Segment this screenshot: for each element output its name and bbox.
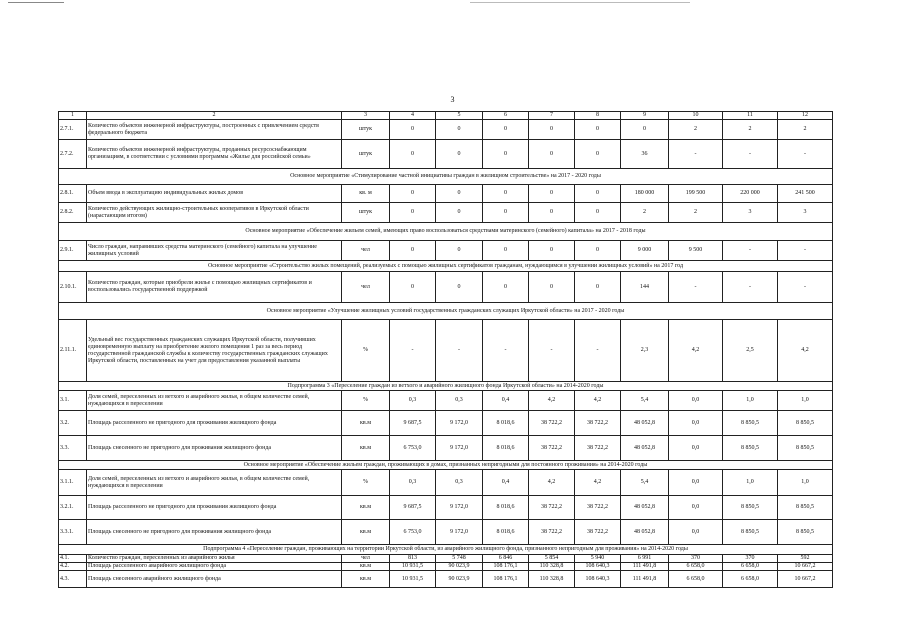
value-cell: 0 bbox=[436, 140, 483, 169]
value-cell: 370 bbox=[723, 555, 778, 563]
value-cell: 0,4 bbox=[483, 470, 529, 496]
value-cell: 8 018,6 bbox=[483, 520, 529, 545]
value-cell: - bbox=[778, 241, 833, 261]
value-cell: - bbox=[436, 320, 483, 382]
unit-cell: кв.м bbox=[342, 496, 390, 520]
table-row bbox=[59, 272, 833, 303]
value-cell: 6 658,0 bbox=[669, 571, 723, 588]
table-row bbox=[59, 140, 833, 169]
header-cell: 1 bbox=[59, 112, 87, 120]
value-cell: - bbox=[723, 272, 778, 303]
value-cell: 0 bbox=[390, 241, 436, 261]
value-cell: 2 bbox=[669, 203, 723, 223]
value-cell: 2,5 bbox=[723, 320, 778, 382]
value-cell: 8 850,5 bbox=[723, 411, 778, 436]
unit-cell: % bbox=[342, 320, 390, 382]
header-cell: 11 bbox=[723, 112, 778, 120]
value-cell: 110 328,8 bbox=[529, 563, 575, 571]
value-cell: 108 176,1 bbox=[483, 571, 529, 588]
row-number: 2.8.1. bbox=[59, 185, 87, 203]
section-title: Основное мероприятие «Стимулирование частной инициативы граждан в жилищном строительстве» на 2017 - 2020 годы bbox=[59, 169, 833, 185]
table-row bbox=[59, 563, 833, 571]
value-cell: 0,0 bbox=[669, 411, 723, 436]
value-cell: 0 bbox=[483, 203, 529, 223]
indicator-name: Площадь снесенного аварийного жилищного фонда bbox=[87, 571, 342, 588]
indicator-name: Площадь снесенного не пригодного для проживания жилищного фонда bbox=[87, 436, 342, 461]
value-cell: 1,0 bbox=[778, 470, 833, 496]
value-cell: 48 052,8 bbox=[621, 411, 669, 436]
table-row bbox=[59, 436, 833, 461]
value-cell: 4,2 bbox=[529, 470, 575, 496]
value-cell: 220 000 bbox=[723, 185, 778, 203]
value-cell: 10 667,2 bbox=[778, 571, 833, 588]
section-title: Подпрограмма 4 «Переселение граждан, проживающих на территории Иркутской области, из аварийного жилищного фонда, признанного непригодным для проживания» на 2014-2020 годы bbox=[59, 545, 833, 555]
row-number: 2.7.2. bbox=[59, 140, 87, 169]
value-cell: 0 bbox=[575, 272, 621, 303]
indicator-name: Объем ввода в эксплуатацию индивидуальных жилых домов bbox=[87, 185, 342, 203]
indicator-name: Число граждан, направивших средства материнского (семейного) капитала на улучшение жилищных условий bbox=[87, 241, 342, 261]
unit-cell: кв.м bbox=[342, 411, 390, 436]
indicator-name: Количество граждан, переселенных из аварийного жилья bbox=[87, 555, 342, 563]
value-cell: 90 023,9 bbox=[436, 571, 483, 588]
value-cell: 0 bbox=[529, 120, 575, 140]
row-number: 4.3. bbox=[59, 571, 87, 588]
header-cell: 8 bbox=[575, 112, 621, 120]
value-cell: 0 bbox=[390, 140, 436, 169]
value-cell: 9 172,0 bbox=[436, 496, 483, 520]
value-cell: 0 bbox=[529, 140, 575, 169]
section-title: Основное мероприятие «Улучшение жилищных условий государственных гражданских служащих Иркутской области» на 2017 - 2020 годы bbox=[59, 303, 833, 320]
value-cell: 370 bbox=[669, 555, 723, 563]
value-cell: 10 667,2 bbox=[778, 563, 833, 571]
value-cell: 592 bbox=[778, 555, 833, 563]
table-row bbox=[59, 470, 833, 496]
unit-cell: кв.м bbox=[342, 563, 390, 571]
value-cell: 0 bbox=[436, 272, 483, 303]
value-cell: 6 991 bbox=[621, 555, 669, 563]
value-cell: 0 bbox=[529, 185, 575, 203]
value-cell: 36 bbox=[621, 140, 669, 169]
row-number: 2.9.1. bbox=[59, 241, 87, 261]
value-cell: 0 bbox=[529, 272, 575, 303]
value-cell: 108 640,3 bbox=[575, 563, 621, 571]
value-cell: 0,3 bbox=[390, 470, 436, 496]
section-title: Подпрограмма 3 «Переселение граждан из ветхого и аварийного жилищного фонда Иркутской области» на 2014-2020 годы bbox=[59, 382, 833, 391]
value-cell: 8 850,5 bbox=[778, 496, 833, 520]
table-row bbox=[59, 185, 833, 203]
value-cell: 5 748 bbox=[436, 555, 483, 563]
page-number: 3 bbox=[450, 95, 455, 104]
table-row bbox=[59, 241, 833, 261]
value-cell: 38 722,2 bbox=[575, 496, 621, 520]
table-row bbox=[59, 520, 833, 545]
value-cell: - bbox=[778, 272, 833, 303]
table-row bbox=[59, 120, 833, 140]
value-cell: 0 bbox=[621, 120, 669, 140]
unit-cell: чел bbox=[342, 272, 390, 303]
value-cell: 9 172,0 bbox=[436, 436, 483, 461]
indicator-name: Площадь расселенного аварийного жилищного фонда bbox=[87, 563, 342, 571]
section-title: Основное мероприятие «Строительство жилых помещений, реализуемых с помощью жилищных сертификатов гражданам, нуждающимся в улучшении жилищных условий» на 2017 год bbox=[59, 261, 833, 272]
table-row bbox=[59, 391, 833, 411]
value-cell: 6 753,0 bbox=[390, 436, 436, 461]
header-cell: 3 bbox=[342, 112, 390, 120]
value-cell: 38 722,2 bbox=[529, 411, 575, 436]
header-cell: 10 bbox=[669, 112, 723, 120]
header-cell: 7 bbox=[529, 112, 575, 120]
scan-artifact-line bbox=[8, 2, 64, 3]
section-row bbox=[59, 169, 833, 185]
value-cell: 1,0 bbox=[723, 391, 778, 411]
value-cell: 5,4 bbox=[621, 391, 669, 411]
value-cell: 0 bbox=[575, 185, 621, 203]
value-cell: 0,3 bbox=[436, 391, 483, 411]
value-cell: 4,2 bbox=[669, 320, 723, 382]
row-number: 3.1. bbox=[59, 391, 87, 411]
value-cell: 0,0 bbox=[669, 520, 723, 545]
value-cell: - bbox=[669, 140, 723, 169]
unit-cell: кв.м bbox=[342, 571, 390, 588]
value-cell: 0 bbox=[390, 203, 436, 223]
value-cell: 2,3 bbox=[621, 320, 669, 382]
unit-cell: кв. м bbox=[342, 185, 390, 203]
value-cell: 9 172,0 bbox=[436, 520, 483, 545]
value-cell: 4,2 bbox=[575, 470, 621, 496]
table-row bbox=[59, 496, 833, 520]
value-cell: 0 bbox=[436, 185, 483, 203]
value-cell: 0,0 bbox=[669, 496, 723, 520]
row-number: 3.2. bbox=[59, 411, 87, 436]
value-cell: 8 850,5 bbox=[778, 411, 833, 436]
row-number: 3.2.1. bbox=[59, 496, 87, 520]
value-cell: 9 500 bbox=[669, 241, 723, 261]
value-cell: 8 850,5 bbox=[778, 520, 833, 545]
indicator-name: Площадь расселенного не пригодного для проживания жилищного фонда bbox=[87, 496, 342, 520]
value-cell: 110 328,8 bbox=[529, 571, 575, 588]
value-cell: - bbox=[669, 272, 723, 303]
indicators-table bbox=[58, 111, 833, 588]
indicator-name: Площадь снесенного не пригодного для проживания жилищного фонда bbox=[87, 520, 342, 545]
value-cell: 90 023,9 bbox=[436, 563, 483, 571]
value-cell: 10 931,5 bbox=[390, 563, 436, 571]
value-cell: - bbox=[483, 320, 529, 382]
section-row bbox=[59, 382, 833, 391]
value-cell: 2 bbox=[723, 120, 778, 140]
table-row bbox=[59, 411, 833, 436]
value-cell: 5 854 bbox=[529, 555, 575, 563]
value-cell: 0,0 bbox=[669, 470, 723, 496]
row-number: 3.3. bbox=[59, 436, 87, 461]
header-cell: 12 bbox=[778, 112, 833, 120]
value-cell: 0 bbox=[575, 241, 621, 261]
value-cell: 4,2 bbox=[778, 320, 833, 382]
row-number: 3.1.1. bbox=[59, 470, 87, 496]
value-cell: 0 bbox=[483, 140, 529, 169]
value-cell: 6 658,0 bbox=[723, 571, 778, 588]
row-number: 2.7.1. bbox=[59, 120, 87, 140]
value-cell: 0 bbox=[483, 272, 529, 303]
value-cell: 0 bbox=[483, 185, 529, 203]
table-row bbox=[59, 555, 833, 563]
indicator-name: Удельный вес государственных гражданских служащих Иркутской области, получивших единовременную выплату на приобретение жилого помещения 1 раз за весь период государственной гражданской службы к количеству государственных гражданских служащих Иркутской области, поставленных на учет для предоставления указанной выплаты bbox=[87, 320, 342, 382]
value-cell: 0 bbox=[575, 120, 621, 140]
value-cell: 0 bbox=[436, 120, 483, 140]
value-cell: 48 052,8 bbox=[621, 436, 669, 461]
value-cell: 0 bbox=[529, 203, 575, 223]
value-cell: 10 931,5 bbox=[390, 571, 436, 588]
unit-cell: штук bbox=[342, 203, 390, 223]
header-cell: 9 bbox=[621, 112, 669, 120]
value-cell: 0,0 bbox=[669, 436, 723, 461]
value-cell: 1,0 bbox=[723, 470, 778, 496]
value-cell: 0,3 bbox=[390, 391, 436, 411]
value-cell: 0,4 bbox=[483, 391, 529, 411]
value-cell: 180 000 bbox=[621, 185, 669, 203]
indicator-name: Количество объектов инженерной инфраструктуры, построенных с привлечением средств федерального бюджета bbox=[87, 120, 342, 140]
value-cell: 199 500 bbox=[669, 185, 723, 203]
value-cell: 0 bbox=[436, 203, 483, 223]
value-cell: 5,4 bbox=[621, 470, 669, 496]
section-row bbox=[59, 303, 833, 320]
value-cell: 3 bbox=[723, 203, 778, 223]
section-row bbox=[59, 223, 833, 241]
row-number: 2.11.1. bbox=[59, 320, 87, 382]
indicator-name: Количество граждан, которые приобрели жилье с помощью жилищных сертификатов и воспользовались государственной поддержкой bbox=[87, 272, 342, 303]
value-cell: 38 722,2 bbox=[529, 436, 575, 461]
value-cell: 1,0 bbox=[778, 391, 833, 411]
value-cell: 6 658,0 bbox=[723, 563, 778, 571]
unit-cell: штук bbox=[342, 140, 390, 169]
table-row bbox=[59, 320, 833, 382]
value-cell: 111 491,8 bbox=[621, 571, 669, 588]
value-cell: 0,3 bbox=[436, 470, 483, 496]
value-cell: 241 500 bbox=[778, 185, 833, 203]
value-cell: 38 722,2 bbox=[575, 411, 621, 436]
section-title: Основное мероприятие «Обеспечение жильем семей, имеющих право воспользоваться средствами материнского (семейного) капитала» на 2017 - 2018 годы bbox=[59, 223, 833, 241]
indicator-name: Количество объектов инженерной инфраструктуры, проданных ресурсоснабжающим организациям, в соответствии с условиями программы «Жилье для российской семьи» bbox=[87, 140, 342, 169]
value-cell: 8 850,5 bbox=[778, 436, 833, 461]
value-cell: 6 753,0 bbox=[390, 520, 436, 545]
value-cell: 8 018,6 bbox=[483, 411, 529, 436]
header-cell: 2 bbox=[87, 112, 342, 120]
unit-cell: кв.м bbox=[342, 520, 390, 545]
indicator-name: Площадь расселенного не пригодного для проживания жилищного фонда bbox=[87, 411, 342, 436]
value-cell: 2 bbox=[621, 203, 669, 223]
value-cell: 0 bbox=[575, 203, 621, 223]
value-cell: 9 172,0 bbox=[436, 411, 483, 436]
value-cell: 48 052,8 bbox=[621, 496, 669, 520]
row-number: 3.3.1. bbox=[59, 520, 87, 545]
value-cell: 8 850,5 bbox=[723, 496, 778, 520]
value-cell: 4,2 bbox=[529, 391, 575, 411]
header-cell: 6 bbox=[483, 112, 529, 120]
scan-artifact-line bbox=[470, 2, 690, 3]
header-cell: 5 bbox=[436, 112, 483, 120]
value-cell: 2 bbox=[669, 120, 723, 140]
value-cell: 144 bbox=[621, 272, 669, 303]
unit-cell: % bbox=[342, 470, 390, 496]
value-cell: - bbox=[390, 320, 436, 382]
table-row bbox=[59, 203, 833, 223]
value-cell: 4,2 bbox=[575, 391, 621, 411]
value-cell: 38 722,2 bbox=[575, 436, 621, 461]
value-cell: - bbox=[778, 140, 833, 169]
value-cell: 2 bbox=[778, 120, 833, 140]
unit-cell: чел bbox=[342, 555, 390, 563]
value-cell: 48 052,8 bbox=[621, 520, 669, 545]
value-cell: 0 bbox=[390, 120, 436, 140]
value-cell: 108 176,1 bbox=[483, 563, 529, 571]
value-cell: 6 658,0 bbox=[669, 563, 723, 571]
value-cell: 9 687,5 bbox=[390, 411, 436, 436]
value-cell: 0 bbox=[483, 120, 529, 140]
unit-cell: кв.м bbox=[342, 436, 390, 461]
value-cell: 5 940 bbox=[575, 555, 621, 563]
value-cell: 8 018,6 bbox=[483, 496, 529, 520]
value-cell: 38 722,2 bbox=[529, 496, 575, 520]
section-title: Основное мероприятие «Обеспечение жильем граждан, проживающих в домах, признанных непригодными для постоянного проживания» на 2014-2020 годы bbox=[59, 461, 833, 470]
section-row bbox=[59, 261, 833, 272]
row-number: 2.10.1. bbox=[59, 272, 87, 303]
unit-cell: штук bbox=[342, 120, 390, 140]
value-cell: 3 bbox=[778, 203, 833, 223]
value-cell: 38 722,2 bbox=[529, 520, 575, 545]
value-cell: 108 640,3 bbox=[575, 571, 621, 588]
indicator-name: Количество действующих жилищно-строительных кооперативов в Иркутской области (нарастающим итогом) bbox=[87, 203, 342, 223]
section-row bbox=[59, 461, 833, 470]
value-cell: - bbox=[723, 241, 778, 261]
value-cell: 0 bbox=[390, 185, 436, 203]
indicator-name: Доля семей, переселенных из ветхого и аварийного жилья, в общем количестве семей, нуждающихся в переселении bbox=[87, 391, 342, 411]
header-cell: 4 bbox=[390, 112, 436, 120]
header-row bbox=[59, 112, 833, 120]
value-cell: 0,0 bbox=[669, 391, 723, 411]
value-cell: - bbox=[723, 140, 778, 169]
value-cell: 9 687,5 bbox=[390, 496, 436, 520]
row-number: 2.8.2. bbox=[59, 203, 87, 223]
value-cell: - bbox=[575, 320, 621, 382]
unit-cell: чел bbox=[342, 241, 390, 261]
value-cell: - bbox=[529, 320, 575, 382]
unit-cell: % bbox=[342, 391, 390, 411]
value-cell: 9 000 bbox=[621, 241, 669, 261]
value-cell: 38 722,2 bbox=[575, 520, 621, 545]
value-cell: 8 850,5 bbox=[723, 520, 778, 545]
value-cell: 0 bbox=[390, 272, 436, 303]
value-cell: 6 846 bbox=[483, 555, 529, 563]
value-cell: 0 bbox=[575, 140, 621, 169]
value-cell: 0 bbox=[436, 241, 483, 261]
value-cell: 0 bbox=[529, 241, 575, 261]
table-row bbox=[59, 571, 833, 588]
value-cell: 111 491,8 bbox=[621, 563, 669, 571]
indicator-name: Доля семей, переселенных из ветхого и аварийного жилья, в общем количестве семей, нуждающихся в переселении bbox=[87, 470, 342, 496]
value-cell: 0 bbox=[483, 241, 529, 261]
value-cell: 8 850,5 bbox=[723, 436, 778, 461]
value-cell: 813 bbox=[390, 555, 436, 563]
section-row bbox=[59, 545, 833, 555]
value-cell: 8 018,6 bbox=[483, 436, 529, 461]
row-number: 4.2. bbox=[59, 563, 87, 571]
row-number: 4.1. bbox=[59, 555, 87, 563]
